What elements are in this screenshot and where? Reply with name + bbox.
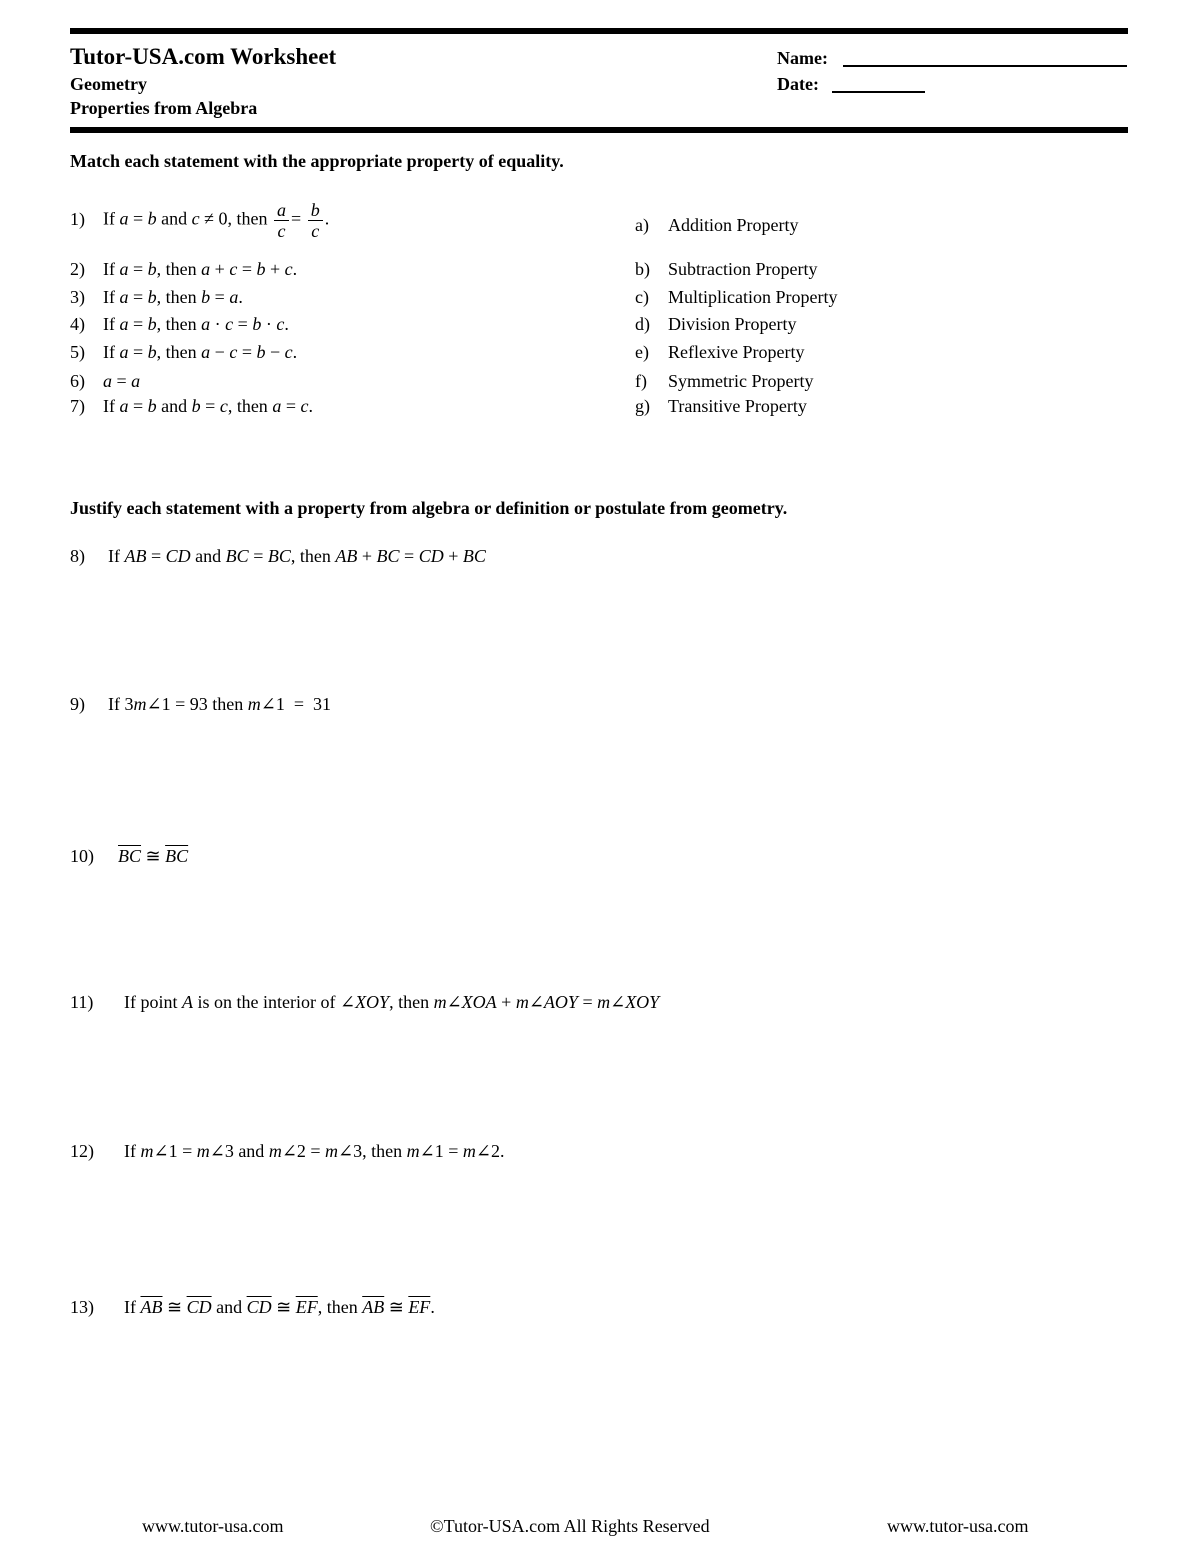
option-letter: e) [635, 342, 649, 362]
question-12: 12) If m∠1 = m∠3 and m∠2 = m∠3, then m∠1 = m∠2. [70, 1141, 505, 1161]
question-number: 10) [70, 846, 94, 866]
option-a [635, 215, 799, 236]
question-2: 2) If a = b, then a + c = b + c. [70, 259, 298, 279]
question-13: 13) If $\overline{AB}$ ≅ $\overline{CD}$ and $\overline{CD}$ ≅ $\overline{EF}$, then $\overline{AB}$ ≅ $\overline{EF}$. [70, 1297, 435, 1317]
option-letter: c) [635, 287, 649, 307]
question-number: 1) [70, 208, 85, 229]
question-number: 13) [70, 1297, 94, 1317]
topic-label: Properties from Algebra [70, 98, 258, 118]
section2-instruction: Justify each statement with a property from algebra or definition or postulate from geometry. [70, 498, 788, 518]
bottom-rule [70, 127, 1128, 133]
fraction-a-over-c: $\frac{a}{c}$ [274, 200, 289, 241]
question-number: 12) [70, 1141, 94, 1161]
question-number: 11) [70, 992, 94, 1012]
top-rule [70, 28, 1128, 34]
option-letter: a) [635, 215, 649, 235]
option-label: Addition Property [668, 215, 799, 235]
date-blank[interactable] [832, 91, 925, 93]
footer-right-link[interactable]: www.tutor-usa.com [887, 1516, 1029, 1536]
question-number: 7) [70, 396, 85, 416]
option-label: Division Property [668, 314, 797, 334]
date-label: Date: [777, 74, 819, 94]
question-3: 3) If a = b, then b = a. [70, 287, 243, 307]
option-label: Symmetric Property [668, 371, 814, 391]
option-label: Transitive Property [668, 396, 807, 416]
question-10: 10) $\overline{BC}$ ≅ $\overline{BC}$ [70, 846, 189, 866]
option-f [635, 371, 813, 392]
question-4: 4) If a = b, then a · c = b · c. [70, 314, 289, 334]
question-number: 2) [70, 259, 85, 279]
fraction-b-over-c: $\frac{b}{c}$ [308, 200, 323, 241]
section1-instruction: Match each statement with the appropriate property of equality. [70, 151, 564, 171]
option-letter: g) [635, 396, 650, 416]
question-9: 9) If 3m∠1 = 93 then m∠1 = 31 [70, 694, 331, 714]
option-letter: b) [635, 259, 650, 279]
question-7: 7) If a = b and b = c, then a = c. [70, 396, 313, 416]
question-11: 11) If point A is on the interior of ∠XOY, then m∠XOA + m∠AOY = m∠XOY [70, 992, 660, 1012]
worksheet-title: Tutor-USA.com Worksheet [70, 44, 337, 69]
question-number: 3) [70, 287, 85, 307]
option-g [635, 396, 807, 417]
footer-copyright: ©Tutor-USA.com All Rights Reserved [430, 1516, 710, 1536]
question-5: 5) If a = b, then a − c = b − c. [70, 342, 298, 362]
question-number: 4) [70, 314, 85, 334]
option-b [635, 259, 817, 280]
option-d [635, 314, 797, 335]
option-label: Reflexive Property [668, 342, 805, 362]
question-number: 8) [70, 546, 85, 566]
subject-label: Geometry [70, 74, 147, 94]
option-label: Multiplication Property [668, 287, 838, 307]
question-number: 6) [70, 371, 85, 391]
option-letter: d) [635, 314, 650, 334]
name-blank[interactable] [843, 65, 1127, 67]
question-6: 6) a = a [70, 371, 141, 391]
question-number: 9) [70, 694, 85, 714]
option-e [635, 342, 804, 363]
option-c [635, 287, 837, 308]
name-label: Name: [777, 48, 828, 68]
question-number: 5) [70, 342, 85, 362]
option-letter: f) [635, 371, 647, 391]
question-1: 1) If a = b and c ≠ 0, then $\frac{a}{c}$ = $\frac{b}{c}$ . [70, 200, 330, 241]
footer-left-link[interactable]: www.tutor-usa.com [142, 1516, 284, 1536]
option-label: Subtraction Property [668, 259, 818, 279]
question-8: 8) If AB = CD and BC = BC, then AB + BC = CD + BC [70, 546, 486, 566]
